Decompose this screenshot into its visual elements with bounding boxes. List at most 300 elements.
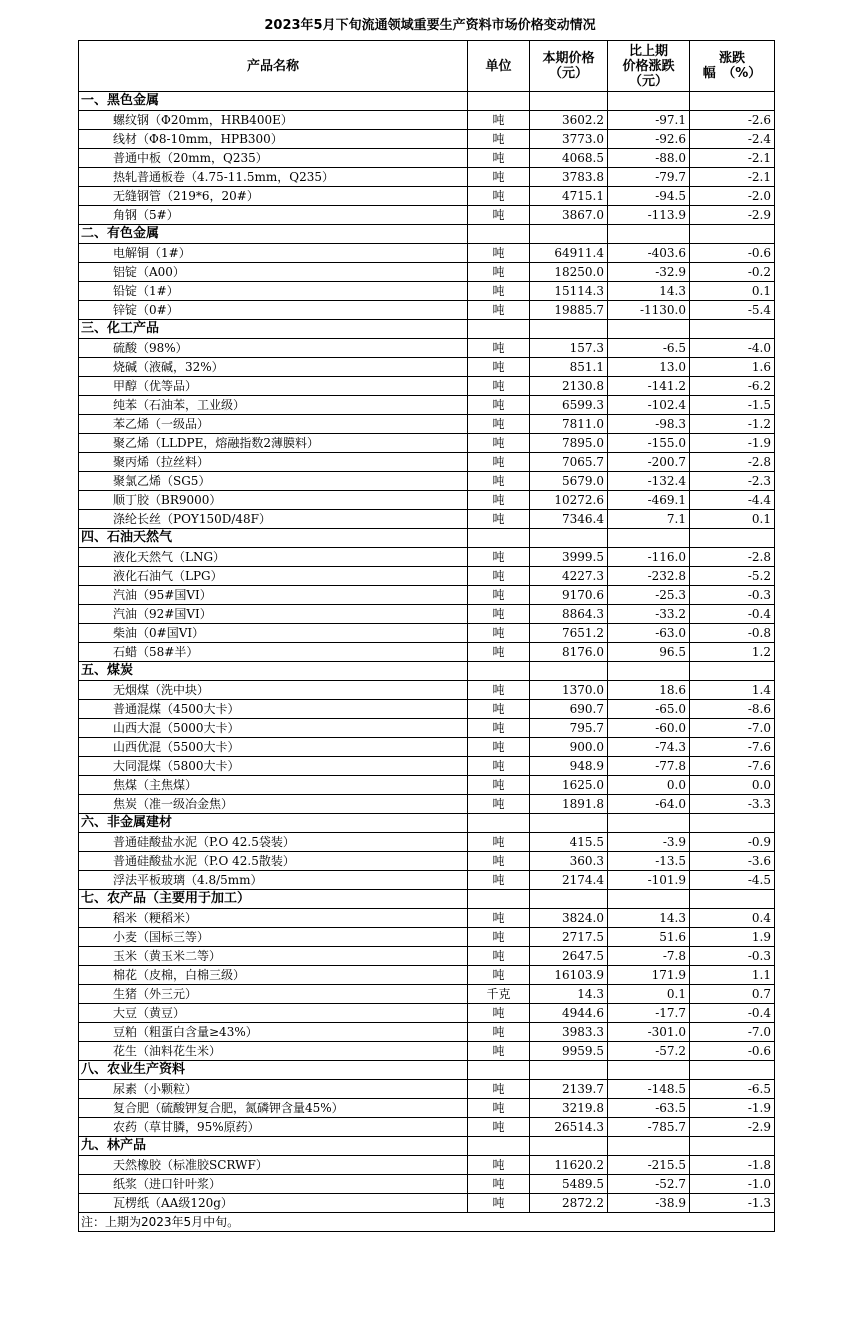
price-cell: 5679.0 [530,472,608,491]
price-table [78,40,775,1232]
pct-cell: -2.1 [690,149,775,168]
product-name: 农药（草甘膦，95%原药） [79,1118,468,1137]
pct-cell: -0.6 [690,1042,775,1061]
pct-cell: -1.5 [690,396,775,415]
change-cell: -403.6 [608,244,690,263]
price-cell: 7346.4 [530,510,608,529]
unit-cell: 吨 [468,1004,530,1023]
pct-cell: 0.7 [690,985,775,1004]
change-cell: -25.3 [608,586,690,605]
table-row [79,1004,775,1023]
unit-cell: 吨 [468,928,530,947]
unit-cell: 吨 [468,111,530,130]
empty-cell [530,225,608,244]
pct-cell: -4.5 [690,871,775,890]
empty-cell [468,814,530,833]
table-row [79,548,775,567]
unit-cell: 吨 [468,1118,530,1137]
change-cell: 18.6 [608,681,690,700]
table-row [79,795,775,814]
change-cell: -116.0 [608,548,690,567]
table-row [79,244,775,263]
product-name: 大同混煤（5800大卡） [79,757,468,776]
pct-cell: 0.1 [690,282,775,301]
price-cell: 10272.6 [530,491,608,510]
header-unit: 单位 [468,41,530,92]
table-row [79,757,775,776]
header-change-line3: （元） [628,73,668,89]
product-name: 无烟煤（洗中块） [79,681,468,700]
unit-cell: 吨 [468,719,530,738]
price-cell: 4227.3 [530,567,608,586]
product-name: 大豆（黄豆） [79,1004,468,1023]
table-row [79,947,775,966]
unit-cell: 吨 [468,472,530,491]
pct-cell: -7.0 [690,1023,775,1042]
change-cell: -63.0 [608,624,690,643]
product-name: 甲醇（优等品） [79,377,468,396]
table-row [79,301,775,320]
product-name: 浮法平板玻璃（4.8/5mm） [79,871,468,890]
category-name: 二、有色金属 [79,225,468,244]
unit-cell: 吨 [468,282,530,301]
price-cell: 9170.6 [530,586,608,605]
price-cell: 3983.3 [530,1023,608,1042]
table-row [79,377,775,396]
empty-cell [530,1137,608,1156]
price-cell: 5489.5 [530,1175,608,1194]
product-name: 焦煤（主焦煤） [79,776,468,795]
pct-cell: -1.8 [690,1156,775,1175]
pct-cell: 1.6 [690,358,775,377]
pct-cell: -2.0 [690,187,775,206]
unit-cell: 吨 [468,491,530,510]
pct-cell: -3.6 [690,852,775,871]
price-cell: 2139.7 [530,1080,608,1099]
change-cell: -17.7 [608,1004,690,1023]
table-row [79,491,775,510]
price-cell: 7895.0 [530,434,608,453]
change-cell: -79.7 [608,168,690,187]
product-name: 山西大混（5000大卡） [79,719,468,738]
category-row [79,890,775,909]
pct-cell: -2.8 [690,453,775,472]
product-name: 铝锭（A00） [79,263,468,282]
table-row [79,605,775,624]
product-name: 山西优混（5500大卡） [79,738,468,757]
price-cell: 2872.2 [530,1194,608,1213]
empty-cell [468,529,530,548]
product-name: 涤纶长丝（POY150D/48F） [79,510,468,529]
table-row [79,966,775,985]
change-cell: 51.6 [608,928,690,947]
change-cell: -1130.0 [608,301,690,320]
unit-cell: 吨 [468,396,530,415]
unit-cell: 吨 [468,377,530,396]
table-row [79,1118,775,1137]
table-row [79,187,775,206]
change-cell: -148.5 [608,1080,690,1099]
pct-cell: 1.4 [690,681,775,700]
change-cell: -155.0 [608,434,690,453]
product-name: 纸浆（进口针叶浆） [79,1175,468,1194]
category-row [79,814,775,833]
pct-cell: -2.9 [690,206,775,225]
table-row [79,586,775,605]
pct-cell: -0.9 [690,833,775,852]
price-cell: 851.1 [530,358,608,377]
table-row [79,263,775,282]
empty-cell [608,320,690,339]
product-name: 普通中板（20mm，Q235） [79,149,468,168]
change-cell: -38.9 [608,1194,690,1213]
pct-cell: -1.9 [690,434,775,453]
change-cell: -88.0 [608,149,690,168]
category-name: 九、林产品 [79,1137,468,1156]
table-body [79,92,775,1213]
product-name: 顺丁胶（BR9000） [79,491,468,510]
price-cell: 19885.7 [530,301,608,320]
unit-cell: 吨 [468,187,530,206]
header-change [608,41,690,92]
product-name: 普通硅酸盐水泥（P.O 42.5散装） [79,852,468,871]
change-cell: -7.8 [608,947,690,966]
product-name: 焦炭（准一级冶金焦） [79,795,468,814]
product-name: 聚丙烯（拉丝料） [79,453,468,472]
change-cell: -60.0 [608,719,690,738]
table-row [79,1042,775,1061]
empty-cell [608,529,690,548]
product-name: 汽油（95#国VI） [79,586,468,605]
product-name: 普通混煤（4500大卡） [79,700,468,719]
unit-cell: 吨 [468,586,530,605]
empty-cell [468,320,530,339]
table-row [79,700,775,719]
unit-cell: 吨 [468,624,530,643]
category-row [79,529,775,548]
product-name: 角钢（5#） [79,206,468,225]
empty-cell [530,890,608,909]
unit-cell: 吨 [468,738,530,757]
product-name: 花生（油料花生米） [79,1042,468,1061]
unit-cell: 吨 [468,700,530,719]
pct-cell: 1.2 [690,643,775,662]
pct-cell: -2.8 [690,548,775,567]
unit-cell: 吨 [468,795,530,814]
change-cell: -64.0 [608,795,690,814]
footnote: 注：上期为2023年5月中旬。 [79,1213,775,1232]
table-row [79,852,775,871]
pct-cell: 0.4 [690,909,775,928]
change-cell: -52.7 [608,1175,690,1194]
category-name: 七、农产品（主要用于加工） [79,890,468,909]
table-row [79,776,775,795]
category-name: 三、化工产品 [79,320,468,339]
price-cell: 4068.5 [530,149,608,168]
product-name: 螺纹钢（Φ20mm，HRB400E） [79,111,468,130]
note-row [79,1213,775,1232]
empty-cell [608,1061,690,1080]
price-cell: 3773.0 [530,130,608,149]
table-row [79,358,775,377]
unit-cell: 吨 [468,1194,530,1213]
pct-cell: -1.3 [690,1194,775,1213]
page-title: 2023年5月下旬流通领域重要生产资料市场价格变动情况 [264,18,596,33]
change-cell: -13.5 [608,852,690,871]
unit-cell: 吨 [468,681,530,700]
unit-cell: 吨 [468,149,530,168]
product-name: 天然橡胶（标准胶SCRWF） [79,1156,468,1175]
unit-cell: 吨 [468,947,530,966]
unit-cell: 吨 [468,852,530,871]
header-price [530,41,608,92]
unit-cell: 吨 [468,643,530,662]
unit-cell: 吨 [468,567,530,586]
pct-cell: -6.5 [690,1080,775,1099]
price-cell: 2717.5 [530,928,608,947]
unit-cell: 吨 [468,605,530,624]
unit-cell: 吨 [468,548,530,567]
category-name: 一、黑色金属 [79,92,468,111]
category-row [79,225,775,244]
price-cell: 1370.0 [530,681,608,700]
table-row [79,282,775,301]
change-cell: -77.8 [608,757,690,776]
table-row [79,871,775,890]
product-name: 复合肥（硫酸钾复合肥，氮磷钾含量45%） [79,1099,468,1118]
empty-cell [690,225,775,244]
category-row [79,1061,775,1080]
price-cell: 3783.8 [530,168,608,187]
table-row [79,1099,775,1118]
price-cell: 795.7 [530,719,608,738]
price-cell: 3219.8 [530,1099,608,1118]
pct-cell: -0.4 [690,605,775,624]
price-cell: 6599.3 [530,396,608,415]
unit-cell: 吨 [468,168,530,187]
table-row [79,339,775,358]
change-cell: -301.0 [608,1023,690,1042]
empty-cell [690,92,775,111]
pct-cell: -5.4 [690,301,775,320]
price-cell: 3824.0 [530,909,608,928]
pct-cell: -8.6 [690,700,775,719]
unit-cell: 吨 [468,453,530,472]
pct-cell: -2.3 [690,472,775,491]
empty-cell [530,814,608,833]
table-row [79,130,775,149]
product-name: 苯乙烯（一级品） [79,415,468,434]
empty-cell [690,814,775,833]
pct-cell: -7.0 [690,719,775,738]
change-cell: -65.0 [608,700,690,719]
empty-cell [530,662,608,681]
change-cell: -63.5 [608,1099,690,1118]
change-cell: -469.1 [608,491,690,510]
table-row [79,149,775,168]
empty-cell [690,890,775,909]
price-cell: 3867.0 [530,206,608,225]
change-cell: 0.1 [608,985,690,1004]
change-cell: -57.2 [608,1042,690,1061]
pct-cell: -1.2 [690,415,775,434]
pct-cell: -3.3 [690,795,775,814]
price-cell: 16103.9 [530,966,608,985]
empty-cell [690,320,775,339]
pct-cell: -7.6 [690,757,775,776]
change-cell: 13.0 [608,358,690,377]
empty-cell [468,1137,530,1156]
table-row [79,510,775,529]
table-row [79,909,775,928]
product-name: 锌锭（0#） [79,301,468,320]
product-name: 电解铜（1#） [79,244,468,263]
change-cell: -33.2 [608,605,690,624]
price-cell: 15114.3 [530,282,608,301]
table-row [79,985,775,1004]
product-name: 无缝钢管（219*6，20#） [79,187,468,206]
unit-cell: 吨 [468,1042,530,1061]
price-cell: 3602.2 [530,111,608,130]
change-cell: 171.9 [608,966,690,985]
pct-cell: -0.8 [690,624,775,643]
change-cell: 14.3 [608,282,690,301]
table-row [79,738,775,757]
empty-cell [468,662,530,681]
header-change-line2: 价格涨跌 [622,58,675,74]
table-row [79,168,775,187]
pct-cell: -2.9 [690,1118,775,1137]
category-name: 四、石油天然气 [79,529,468,548]
change-cell: -101.9 [608,871,690,890]
category-row [79,662,775,681]
table-row [79,396,775,415]
product-name: 尿素（小颗粒） [79,1080,468,1099]
pct-cell: -2.4 [690,130,775,149]
product-name: 棉花（皮棉，白棉三级） [79,966,468,985]
change-cell: -141.2 [608,377,690,396]
unit-cell: 吨 [468,244,530,263]
change-cell: -98.3 [608,415,690,434]
category-name: 五、煤炭 [79,662,468,681]
unit-cell: 吨 [468,301,530,320]
pct-cell: -4.4 [690,491,775,510]
empty-cell [530,92,608,111]
price-cell: 7651.2 [530,624,608,643]
price-cell: 9959.5 [530,1042,608,1061]
header-price-line2: （元） [548,66,588,81]
category-row [79,1137,775,1156]
product-name: 瓦楞纸（AA级120g） [79,1194,468,1213]
price-cell: 2174.4 [530,871,608,890]
empty-cell [608,890,690,909]
unit-cell: 吨 [468,339,530,358]
product-name: 玉米（黄玉米二等） [79,947,468,966]
table-row [79,1156,775,1175]
change-cell: -94.5 [608,187,690,206]
pct-cell: -0.6 [690,244,775,263]
unit-cell: 吨 [468,776,530,795]
unit-cell: 吨 [468,757,530,776]
empty-cell [690,662,775,681]
pct-cell: -0.3 [690,947,775,966]
table-row [79,624,775,643]
change-cell: -3.9 [608,833,690,852]
change-cell: -97.1 [608,111,690,130]
pct-cell: -7.6 [690,738,775,757]
empty-cell [608,225,690,244]
price-cell: 8864.3 [530,605,608,624]
table-row [79,206,775,225]
unit-cell: 吨 [468,1156,530,1175]
change-cell: 7.1 [608,510,690,529]
product-name: 线材（Φ8-10mm，HPB300） [79,130,468,149]
change-cell: -74.3 [608,738,690,757]
price-cell: 1625.0 [530,776,608,795]
pct-cell: -4.0 [690,339,775,358]
table-row [79,472,775,491]
price-cell: 360.3 [530,852,608,871]
empty-cell [690,529,775,548]
header-name: 产品名称 [79,41,468,92]
price-cell: 26514.3 [530,1118,608,1137]
unit-cell: 吨 [468,358,530,377]
change-cell: -232.8 [608,567,690,586]
change-cell: -92.6 [608,130,690,149]
product-name: 小麦（国标三等） [79,928,468,947]
unit-cell: 吨 [468,206,530,225]
empty-cell [468,1061,530,1080]
table-row [79,1194,775,1213]
pct-cell: -2.1 [690,168,775,187]
unit-cell: 吨 [468,415,530,434]
price-cell: 18250.0 [530,263,608,282]
product-name: 豆粕（粗蛋白含量≥43%） [79,1023,468,1042]
table-row [79,681,775,700]
pct-cell: -5.2 [690,567,775,586]
table-row [79,719,775,738]
price-cell: 11620.2 [530,1156,608,1175]
empty-cell [608,1137,690,1156]
empty-cell [530,1061,608,1080]
empty-cell [690,1137,775,1156]
header-change-line1: 比上期 [628,43,668,59]
unit-cell: 吨 [468,263,530,282]
pct-cell: -1.0 [690,1175,775,1194]
change-cell: -113.9 [608,206,690,225]
change-cell: -215.5 [608,1156,690,1175]
pct-cell: 0.0 [690,776,775,795]
pct-cell: -1.9 [690,1099,775,1118]
header-price-line1: 本期价格 [542,51,595,66]
product-name: 普通硅酸盐水泥（P.O 42.5袋装） [79,833,468,852]
unit-cell: 吨 [468,510,530,529]
table-row [79,1023,775,1042]
price-cell: 4944.6 [530,1004,608,1023]
category-name: 八、农业生产资料 [79,1061,468,1080]
table-row [79,415,775,434]
pct-cell: -6.2 [690,377,775,396]
price-cell: 8176.0 [530,643,608,662]
unit-cell: 吨 [468,871,530,890]
table-header-row [79,41,775,92]
pct-cell: -2.6 [690,111,775,130]
unit-cell: 千克 [468,985,530,1004]
header-pct-line1: 涨跌 [718,51,745,66]
product-name: 烧碱（液碱，32%） [79,358,468,377]
product-name: 稻米（粳稻米） [79,909,468,928]
product-name: 硫酸（98%） [79,339,468,358]
